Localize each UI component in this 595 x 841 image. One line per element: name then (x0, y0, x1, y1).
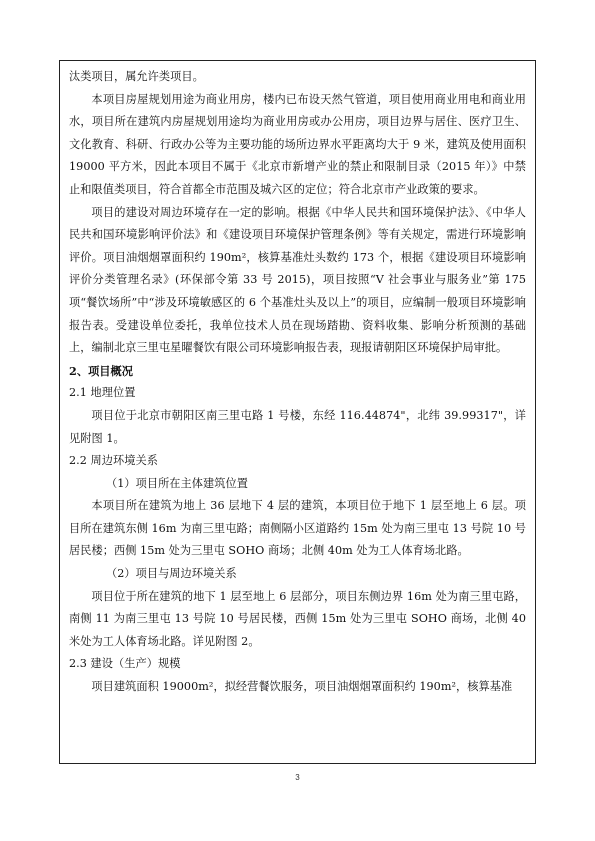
paragraph-continuation: 汰类项目，属允许类项目。 (69, 70, 204, 83)
item-heading-building-position: （1）项目所在主体建筑位置 (105, 476, 248, 490)
section-heading-overview: 2、项目概况 (69, 363, 134, 378)
paragraph-industry-policy: 本项目房屋规划用途为商业用房，楼内已布设天然气管道，项目使用商业用电和商业用水，项目所在建筑内房屋规划用途均为商业用房或办公用房，项目边界与居住、医疗卫生、文化教育、科研、行政办公等为主要功能的场所边界水平距离均大于 9 米，建筑及使用面积 19000 平方米，因此本项目不属于《北京市新增产业的禁止和限制目录（2015 年）》中禁止和限值类项目，符合首都全市范围及城六区的定位；符合北京市产业政策的要求。 (69, 92, 526, 196)
document-body (60, 61, 535, 699)
item-heading-surroundings-relation: （2）项目与周边环境关系 (105, 567, 237, 581)
paragraph-scale: 项目建筑面积 19000m²，拟经营餐饮服务，项目油烟烟罩面积约 190m²，核算基准 (91, 680, 513, 694)
subsection-heading-surroundings: 2.2 周边环境关系 (69, 454, 158, 468)
subsection-heading-location: 2.1 地理位置 (69, 386, 136, 400)
document-frame (59, 60, 536, 764)
subsection-heading-scale: 2.3 建设（生产）规模 (69, 657, 181, 671)
paragraph-location: 项目位于北京市朝阳区南三里屯路 1 号楼，东经 116.44874"，北纬 39.99317"，详见附图 1。 (69, 408, 526, 445)
paragraph-building-position: 本项目所在建筑为地上 36 层地下 4 层的建筑，本项目位于地下 1 层至地上 6 层。项目所在建筑东侧 16m 为南三里屯路；南侧隔小区道路约 15m 处为南三里屯 13 号院 10 号居民楼；西侧 15m 处为三里屯 SOHO 商场；北侧 40m 处为工人体育场北路。 (69, 499, 526, 558)
page-number: 3 (295, 773, 300, 782)
paragraph-surroundings-relation: 项目位于所在建筑的地下 1 层至地上 6 层部分，项目东侧边界 16m 处为南三里屯路，南侧 11 为南三里屯 13 号院 10 号居民楼，西侧 15m 处为三里屯 SOHO 商场，北侧 40 米处为工人体育场北路。详见附图 2。 (69, 589, 526, 648)
paragraph-eia-requirement: 项目的建设对周边环境存在一定的影响。根据《中华人民共和国环境保护法》、《中华人民共和国环境影响评价法》和《建设项目环境保护管理条例》等有关规定，需进行环境影响评价。项目油烟烟罩面积约 190m²，核算基准灶头数约 173 个，根据《建设项目环境影响评价分类管理名录》(环保部令第 33 号 2015)，项目按照“V 社会事业与服务业”第 175 项“餐饮场所”中“涉及环境敏感区的 6 个基准灶头及以上”的项目，应编制一般项目环境影响报告表。受建设单位委托，我单位技术人员在现场踏勘、资料收集、影响分析预测的基础上，编制北京三里屯星曜餐饮有限公司环境影响报告表，现报请朝阳区环境保护局审批。 (69, 205, 526, 355)
